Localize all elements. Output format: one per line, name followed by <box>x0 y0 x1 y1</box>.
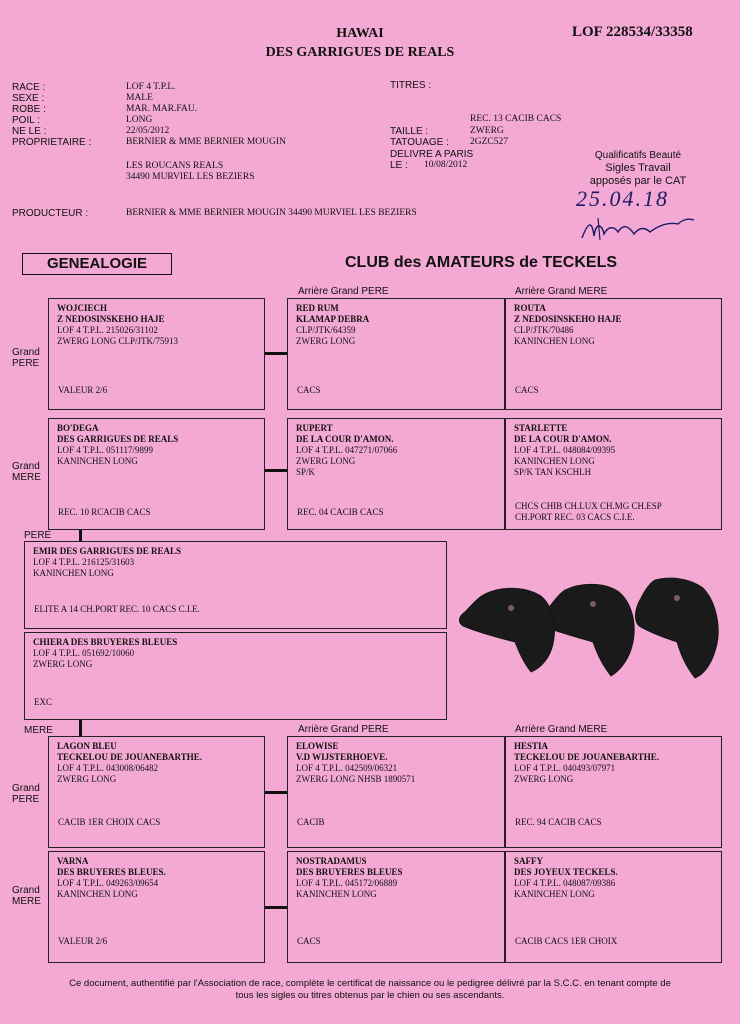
sgm-variety: KANINCHEN LONG <box>57 456 138 466</box>
sagm2-kennel: DE LA COUR D'AMON. <box>514 434 612 444</box>
sgm-name: BO'DEGA <box>57 423 99 433</box>
dagm2-variety: KANINCHEN LONG <box>514 889 595 899</box>
connector <box>265 352 287 355</box>
row-label-mere: MERE <box>24 725 53 736</box>
footer-line1: Ce document, authentifié par l'Association de race, complète le certificat de naissance ou le pedigree délivré par la S.C.C. en tenant compte de <box>69 978 671 989</box>
club-title: CLUB des AMATEURS de TECKELS <box>345 254 618 271</box>
row-label-grand-pere-1: Grand PERE <box>12 347 40 369</box>
sire-grandfather-box <box>48 298 265 410</box>
sgm-kennel: DES GARRIGUES DE REALS <box>57 434 179 444</box>
race-label: RACE : <box>12 82 46 93</box>
qualif-block <box>578 149 698 188</box>
pere-lof: LOF 4 T.P.L. 216125/31603 <box>33 557 135 567</box>
row-label-grand-mere-1: Grand MERE <box>12 461 41 483</box>
dagp2-name: NOSTRADAMUS <box>296 856 367 866</box>
sexe-label: SEXE : <box>12 93 45 104</box>
pere-name: EMIR DES GARRIGUES DE REALS <box>33 546 182 556</box>
sgm-lof: LOF 4 T.P.L. 051117/9899 <box>57 445 154 455</box>
sagp2-result: REC. 04 CACIB CACS <box>297 507 384 517</box>
address-line1: LES ROUCANS REALS <box>126 161 224 171</box>
dagp2-variety: KANINCHEN LONG <box>296 889 377 899</box>
sagm2-result2: CH.PORT REC. 03 CACS C.I.E. <box>515 512 635 522</box>
pere-variety: KANINCHEN LONG <box>33 568 114 578</box>
dam-agp2-box <box>287 851 505 963</box>
pere-result: ELITE A 14 CH.PORT REC. 10 CACS C.I.E. <box>34 604 200 614</box>
sagp1-kennel: KLAMAP DEBRA <box>296 314 370 324</box>
dgp-name: LAGON BLEU <box>57 741 117 751</box>
handwritten-date: 25.04.18 <box>576 186 669 211</box>
sagp1-result: CACS <box>297 385 321 395</box>
col-header-agp-dam: Arrière Grand PERE <box>298 724 389 735</box>
ne-le-label: NE LE : <box>12 126 47 137</box>
qualif-line1: Qualificatifs Beauté <box>594 150 682 161</box>
le-label: LE : <box>390 160 408 171</box>
dgm-name: VARNA <box>57 856 89 866</box>
dagp1-name: ELOWISE <box>296 741 339 751</box>
sagm2-name: STARLETTE <box>514 423 568 433</box>
dgp-variety: ZWERG LONG <box>57 774 117 784</box>
sagp2-variety: ZWERG LONG <box>296 456 356 466</box>
dam-grandfather-box <box>48 736 265 848</box>
qualif-line3: apposés par le CAT <box>589 175 687 187</box>
sgp-name: WOJCIECH <box>57 303 108 313</box>
dagm1-variety: ZWERG LONG <box>514 774 574 784</box>
dagp2-result: CACS <box>297 936 321 946</box>
row-label-grand-pere-2: Grand PERE <box>12 783 40 805</box>
sagm2-lof: LOF 4 T.P.L. 048084/09395 <box>514 445 616 455</box>
dog-name: HAWAI <box>336 26 384 41</box>
sagp2-lof: LOF 4 T.P.L. 047271/07066 <box>296 445 398 455</box>
sgp-kennel: Z NEDOSINSKEHO HAJE <box>57 314 165 324</box>
footer-note <box>20 978 720 1002</box>
row-label-pere: PERE <box>24 530 52 541</box>
producteur-value: BERNIER & MME BERNIER MOUGIN 34490 MURVIEL LES BEZIERS <box>126 208 417 218</box>
robe-label: ROBE : <box>12 104 46 115</box>
proprietaire-label: PROPRIETAIRE : <box>12 137 92 148</box>
dagp1-variety: ZWERG LONG NHSB 1890571 <box>296 774 416 784</box>
sagm2-work: SP/K TAN KSCHLH <box>514 467 592 477</box>
connector <box>79 720 82 736</box>
sagp2-kennel: DE LA COUR D'AMON. <box>296 434 394 444</box>
sgp-variety: ZWERG LONG CLP/JTK/75913 <box>57 336 178 346</box>
sire-agp1-box <box>287 298 505 410</box>
connector <box>265 469 287 472</box>
genealogie-label: GENEALOGIE <box>22 253 172 275</box>
lof-number: LOF 228534/33358 <box>572 24 693 40</box>
connector <box>265 906 287 909</box>
sagp1-variety: ZWERG LONG <box>296 336 356 346</box>
connector <box>265 791 287 794</box>
mere-box <box>24 632 447 720</box>
dagm1-lof: LOF 4 T.P.L. 040493/07971 <box>514 763 616 773</box>
dam-agp1-box <box>287 736 505 848</box>
signature-icon <box>578 212 698 244</box>
mere-lof: LOF 4 T.P.L. 051692/10060 <box>33 648 135 658</box>
dagp2-lof: LOF 4 T.P.L. 045172/06889 <box>296 878 398 888</box>
dagp1-lof: LOF 4 T.P.L. 042509/06321 <box>296 763 398 773</box>
delivre-label: DELIVRE A PARIS <box>390 149 474 160</box>
dagp2-kennel: DES BRUYERES BLEUES <box>296 867 403 877</box>
footer-line2: tous les sigles ou titres obtenus par le chien ou ses ascendants. <box>235 990 505 1001</box>
taille-value: ZWERG <box>470 126 504 136</box>
ne-le-value: 22/05/2012 <box>126 126 170 136</box>
dog-kennel: DES GARRIGUES DE REALS <box>265 45 455 60</box>
dagm2-name: SAFFY <box>514 856 543 866</box>
sagm1-id: CLP/JTK/70486 <box>514 325 574 335</box>
col-header-agm-dam: Arrière Grand MERE <box>515 724 608 735</box>
le-value: 10/08/2012 <box>424 160 468 170</box>
row-label-grand-mere-2: Grand MERE <box>12 885 41 907</box>
dgp-result: CACIB 1ER CHOIX CACS <box>58 817 161 827</box>
dgp-kennel: TECKELOU DE JOUANEBARTHE. <box>57 752 202 762</box>
dagm1-result: REC. 94 CACIB CACS <box>515 817 602 827</box>
robe-value: MAR. MAR.FAU. <box>126 104 198 114</box>
tatouage-value: 2GZC527 <box>470 137 508 147</box>
dagm1-kennel: TECKELOU DE JOUANEBARTHE. <box>514 752 659 762</box>
poil-value: LONG <box>126 115 153 125</box>
sgp-lof: LOF 4 T.P.L. 215026/31102 <box>57 325 158 335</box>
sagm2-variety: KANINCHEN LONG <box>514 456 595 466</box>
sgm-result: REC. 10 RCACIB CACS <box>58 507 151 517</box>
dgp-lof: LOF 4 T.P.L. 043008/06482 <box>57 763 159 773</box>
taille-label: TAILLE : <box>390 126 429 137</box>
sagp2-work: SP/K <box>296 467 316 477</box>
sagp2-name: RUPERT <box>296 423 333 433</box>
dagm2-result: CACIB CACS 1ER CHOIX <box>515 936 618 946</box>
proprietaire-value: BERNIER & MME BERNIER MOUGIN <box>126 137 286 147</box>
dagm2-kennel: DES JOYEUX TECKELS. <box>514 867 618 877</box>
dam-grandmother-box <box>48 851 265 963</box>
dgm-result: VALEUR 2/6 <box>58 936 108 946</box>
sagp1-id: CLP/JTK/64359 <box>296 325 356 335</box>
sgp-result: VALEUR 2/6 <box>58 385 108 395</box>
sire-grandmother-box <box>48 418 265 530</box>
titres-value: REC. 13 CACIB CACS <box>470 114 562 124</box>
dagp1-result: CACIB <box>297 817 325 827</box>
sire-agp2-box <box>287 418 505 530</box>
dgm-variety: KANINCHEN LONG <box>57 889 138 899</box>
sagm1-kennel: Z NEDOSINSKEHO HAJE <box>514 314 622 324</box>
poil-label: POIL : <box>12 115 40 126</box>
col-header-agm-sire: Arrière Grand MERE <box>515 286 608 297</box>
titres-label: TITRES : <box>390 80 432 91</box>
dgm-lof: LOF 4 T.P.L. 049263/09654 <box>57 878 159 888</box>
sagm2-result: CHCS CHIB CH.LUX CH.MG CH.ESP <box>515 501 662 511</box>
mere-variety: ZWERG LONG <box>33 659 93 669</box>
sire-agm1-box <box>505 298 722 410</box>
sagp1-name: RED RUM <box>296 303 339 313</box>
sire-agm2-box <box>505 418 722 530</box>
producteur-label: PRODUCTEUR : <box>12 208 89 219</box>
dam-agm1-box <box>505 736 722 848</box>
qualif-line2: Sigles Travail <box>605 162 671 174</box>
sagm1-result: CACS <box>515 385 539 395</box>
dagm2-lof: LOF 4 T.P.L. 048087/09386 <box>514 878 616 888</box>
sagm1-variety: KANINCHEN LONG <box>514 336 595 346</box>
address-line2: 34490 MURVIEL LES BEZIERS <box>126 172 255 182</box>
dgm-kennel: DES BRUYERES BLEUES. <box>57 867 166 877</box>
sexe-value: MALE <box>126 93 153 103</box>
race-value: LOF 4 T.P.L. <box>126 82 176 92</box>
col-header-agp-sire: Arrière Grand PERE <box>298 286 389 297</box>
dam-agm2-box <box>505 851 722 963</box>
tatouage-label: TATOUAGE : <box>390 137 449 148</box>
dagm1-name: HESTIA <box>514 741 549 751</box>
mere-result: EXC <box>34 697 52 707</box>
pere-box <box>24 541 447 629</box>
sagm1-name: ROUTA <box>514 303 546 313</box>
dagp1-kennel: V.D WIJSTERHOEVE. <box>296 752 388 762</box>
dachshund-heads-illustration <box>455 572 725 682</box>
mere-name: CHIERA DES BRUYERES BLEUES <box>33 637 178 647</box>
